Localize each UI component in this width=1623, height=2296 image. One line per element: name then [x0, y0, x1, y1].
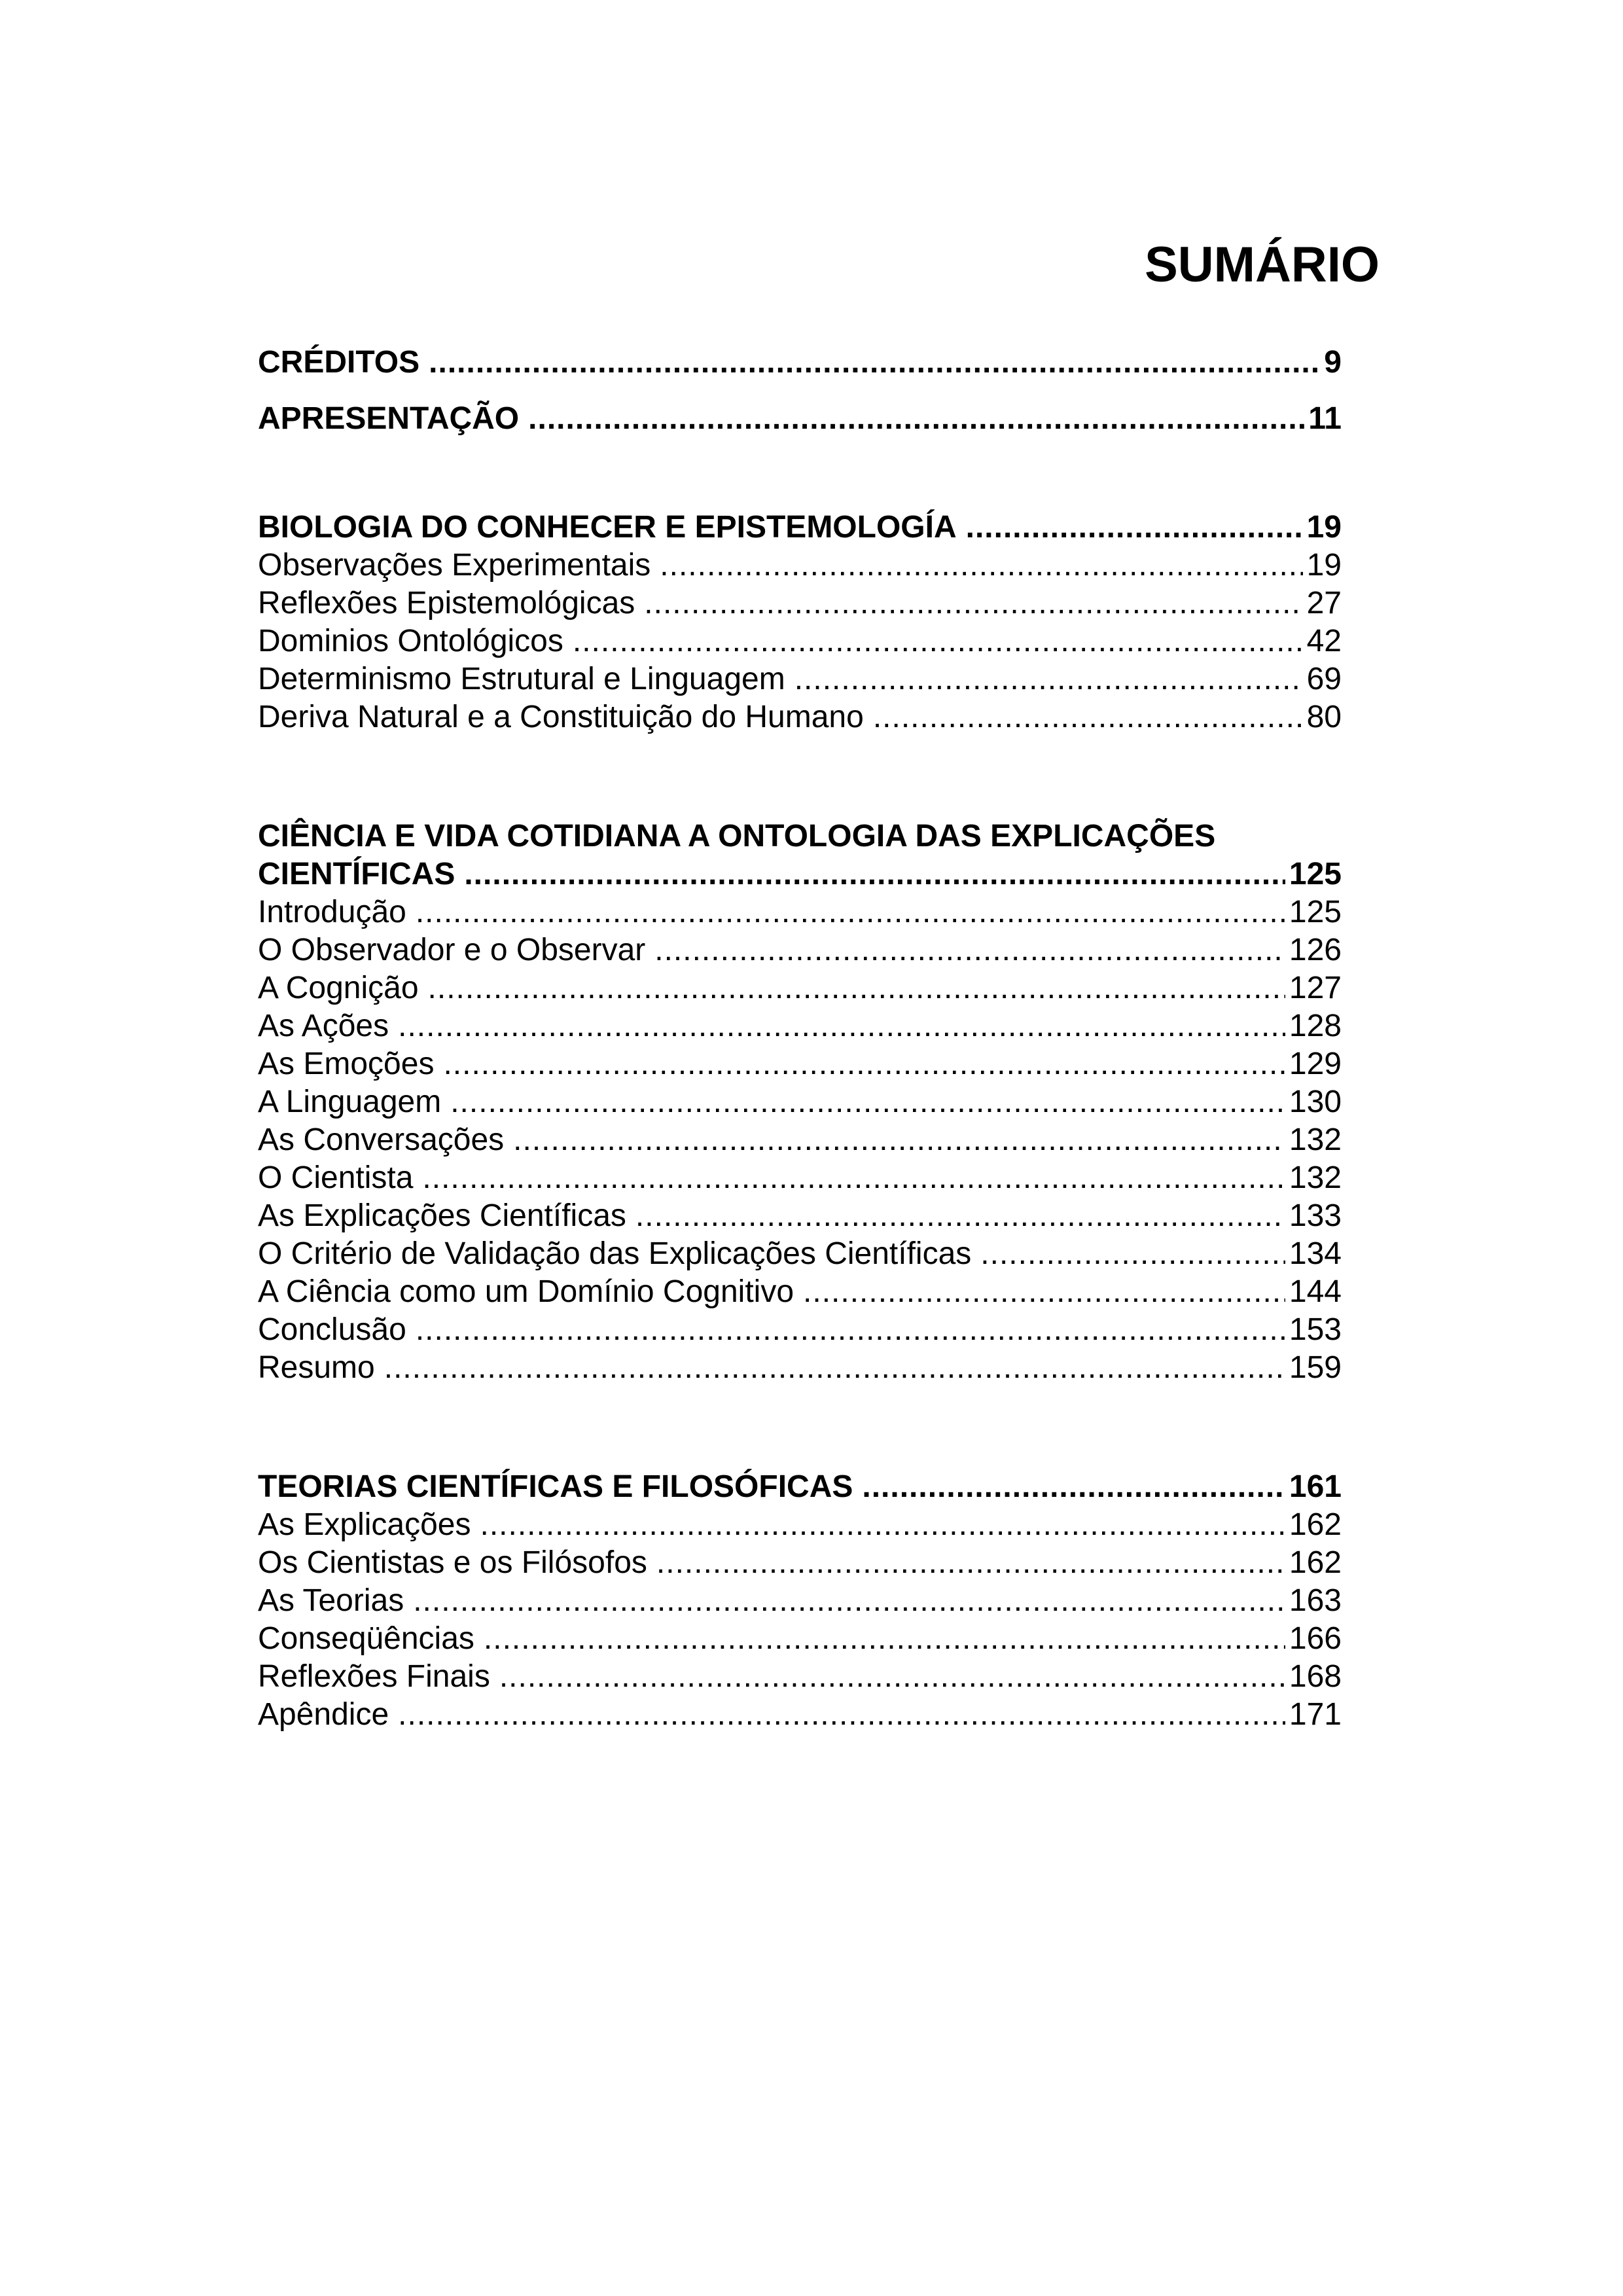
entry-label: As Explicações Científicas: [258, 1198, 626, 1233]
entry-label: TEORIAS CIENTÍFICAS E FILOSÓFICAS: [258, 1469, 853, 1504]
table-of-contents: [258, 344, 1342, 1815]
chapter-heading-line[interactable]: CIÊNCIA E VIDA COTIDIANA A ONTOLOGIA DAS EXPLICAÇÕES: [258, 819, 1216, 853]
entry-page-number: 125: [1289, 895, 1342, 929]
entry-page-number: 11: [1308, 401, 1342, 436]
entry-page-number: 159: [1289, 1350, 1342, 1385]
entry-page-number: 166: [1289, 1621, 1342, 1656]
entry-label: Observações Experimentais: [258, 548, 651, 583]
dot-leader: [528, 400, 1304, 438]
toc-entry[interactable]: [258, 931, 1342, 969]
entry-page-number: 129: [1289, 1047, 1342, 1081]
toc-entry[interactable]: [258, 622, 1342, 660]
entry-page-number: 132: [1289, 1122, 1342, 1157]
entry-label: As Ações: [258, 1009, 389, 1043]
toc-chapter-heading[interactable]: [258, 1468, 1342, 1506]
toc-entry[interactable]: [258, 1582, 1342, 1620]
entry-label: A Ciência como um Domínio Cognitivo: [258, 1274, 794, 1309]
dot-leader: [428, 969, 1285, 1007]
dot-leader: [443, 1045, 1285, 1083]
entry-label: As Conversações: [258, 1122, 505, 1157]
toc-entry[interactable]: [258, 1311, 1342, 1349]
dot-leader: [794, 660, 1303, 698]
entry-page-number: 134: [1289, 1236, 1342, 1271]
dot-leader: [644, 584, 1302, 622]
dot-leader: [416, 1311, 1285, 1349]
entry-label: A Linguagem: [258, 1085, 442, 1119]
toc-entry[interactable]: [258, 1506, 1342, 1544]
toc-entry[interactable]: [258, 1045, 1342, 1083]
toc-entry[interactable]: [258, 660, 1342, 698]
toc-entry[interactable]: [258, 1544, 1342, 1582]
toc-entry[interactable]: [258, 1273, 1342, 1311]
toc-front-matter-entry[interactable]: [258, 344, 1342, 382]
toc-entry[interactable]: [258, 584, 1342, 622]
toc-entry[interactable]: [258, 1083, 1342, 1121]
entry-page-number: 128: [1289, 1009, 1342, 1043]
toc-entry[interactable]: [258, 698, 1342, 736]
entry-page-number: 132: [1289, 1160, 1342, 1195]
dot-leader: [513, 1121, 1285, 1159]
dot-leader: [429, 344, 1320, 382]
entry-label: Resumo: [258, 1350, 375, 1385]
toc-entry[interactable]: [258, 1235, 1342, 1273]
front-matter-section: [258, 344, 1342, 438]
entry-label: As Explicações: [258, 1507, 471, 1542]
toc-front-matter-entry[interactable]: [258, 400, 1342, 438]
dot-leader: [873, 698, 1303, 736]
toc-entry[interactable]: [258, 893, 1342, 931]
dot-leader: [398, 1007, 1285, 1045]
entry-page-number: 126: [1289, 933, 1342, 967]
dot-leader: [803, 1273, 1285, 1311]
entry-label: A Cognição: [258, 971, 419, 1005]
chapter-section: [258, 509, 1342, 736]
dot-leader: [635, 1197, 1285, 1235]
entry-page-number: 42: [1306, 624, 1342, 658]
chapter-section: [258, 1468, 1342, 1734]
dot-leader: [384, 1349, 1285, 1387]
dot-leader: [480, 1506, 1285, 1544]
toc-entry[interactable]: [258, 969, 1342, 1007]
dot-leader: [413, 1582, 1285, 1620]
toc-entry[interactable]: [258, 1696, 1342, 1734]
entry-page-number: 163: [1289, 1583, 1342, 1618]
dot-leader: [422, 1159, 1285, 1197]
entry-label: Conclusão: [258, 1312, 406, 1347]
entry-label: O Cientista: [258, 1160, 414, 1195]
toc-entry[interactable]: [258, 547, 1342, 584]
dot-leader: [464, 855, 1285, 893]
entry-label: Introdução: [258, 895, 406, 929]
entry-label: Apêndice: [258, 1697, 389, 1732]
entry-page-number: 171: [1289, 1697, 1342, 1732]
toc-entry[interactable]: [258, 1658, 1342, 1696]
entry-page-number: 125: [1289, 857, 1342, 891]
dot-leader: [484, 1620, 1285, 1658]
entry-page-number: 168: [1289, 1659, 1342, 1694]
entry-page-number: 19: [1306, 510, 1342, 545]
chapter-section: [258, 817, 1342, 1387]
entry-page-number: 27: [1306, 586, 1342, 620]
entry-page-number: 130: [1289, 1085, 1342, 1119]
toc-entry[interactable]: [258, 1007, 1342, 1045]
page-title: SUMÁRIO: [1145, 237, 1380, 293]
entry-page-number: 69: [1306, 662, 1342, 696]
entry-label: Deriva Natural e a Constituição do Humano: [258, 700, 864, 734]
dot-leader: [862, 1468, 1285, 1506]
entry-label: O Critério de Validação das Explicações Científicas: [258, 1236, 972, 1271]
entry-page-number: 19: [1306, 548, 1342, 583]
dot-leader: [966, 509, 1303, 547]
entry-label: Reflexões Epistemológicas: [258, 586, 635, 620]
entry-page-number: 162: [1289, 1545, 1342, 1580]
entry-label: Determinismo Estrutural e Linguagem: [258, 662, 785, 696]
dot-leader: [499, 1658, 1285, 1696]
entry-page-number: 133: [1289, 1198, 1342, 1233]
dot-leader: [450, 1083, 1285, 1121]
dot-leader: [654, 931, 1285, 969]
toc-entry[interactable]: [258, 1620, 1342, 1658]
dot-leader: [656, 1544, 1285, 1582]
entry-label: Dominios Ontológicos: [258, 624, 563, 658]
toc-entry[interactable]: [258, 1349, 1342, 1387]
entry-label: CRÉDITOS: [258, 345, 420, 380]
dot-leader: [398, 1696, 1285, 1734]
entry-label: O Observador e o Observar: [258, 933, 646, 967]
entry-label: As Emoções: [258, 1047, 435, 1081]
toc-chapter-heading[interactable]: [258, 509, 1342, 547]
entry-label: Os Cientistas e os Filósofos: [258, 1545, 647, 1580]
dot-leader: [660, 547, 1302, 584]
entry-label: Conseqüências: [258, 1621, 474, 1656]
entry-label: BIOLOGIA DO CONHECER E EPISTEMOLOGÍA: [258, 510, 957, 545]
entry-page-number: 9: [1324, 345, 1342, 380]
entry-page-number: 127: [1289, 971, 1342, 1005]
entry-label: APRESENTAÇÃO: [258, 401, 520, 436]
dot-leader: [573, 622, 1303, 660]
entry-page-number: 161: [1289, 1469, 1342, 1504]
dot-leader: [980, 1235, 1285, 1273]
toc-entry[interactable]: [258, 1121, 1342, 1159]
entry-page-number: 80: [1306, 700, 1342, 734]
entry-page-number: 144: [1289, 1274, 1342, 1309]
toc-chapter-heading[interactable]: [258, 855, 1342, 893]
entry-page-number: 153: [1289, 1312, 1342, 1347]
entry-label: CIENTÍFICAS: [258, 857, 455, 891]
entry-label: As Teorias: [258, 1583, 404, 1618]
dot-leader: [416, 893, 1285, 931]
entry-label: Reflexões Finais: [258, 1659, 490, 1694]
entry-page-number: 162: [1289, 1507, 1342, 1542]
toc-entry[interactable]: [258, 1159, 1342, 1197]
toc-entry[interactable]: [258, 1197, 1342, 1235]
